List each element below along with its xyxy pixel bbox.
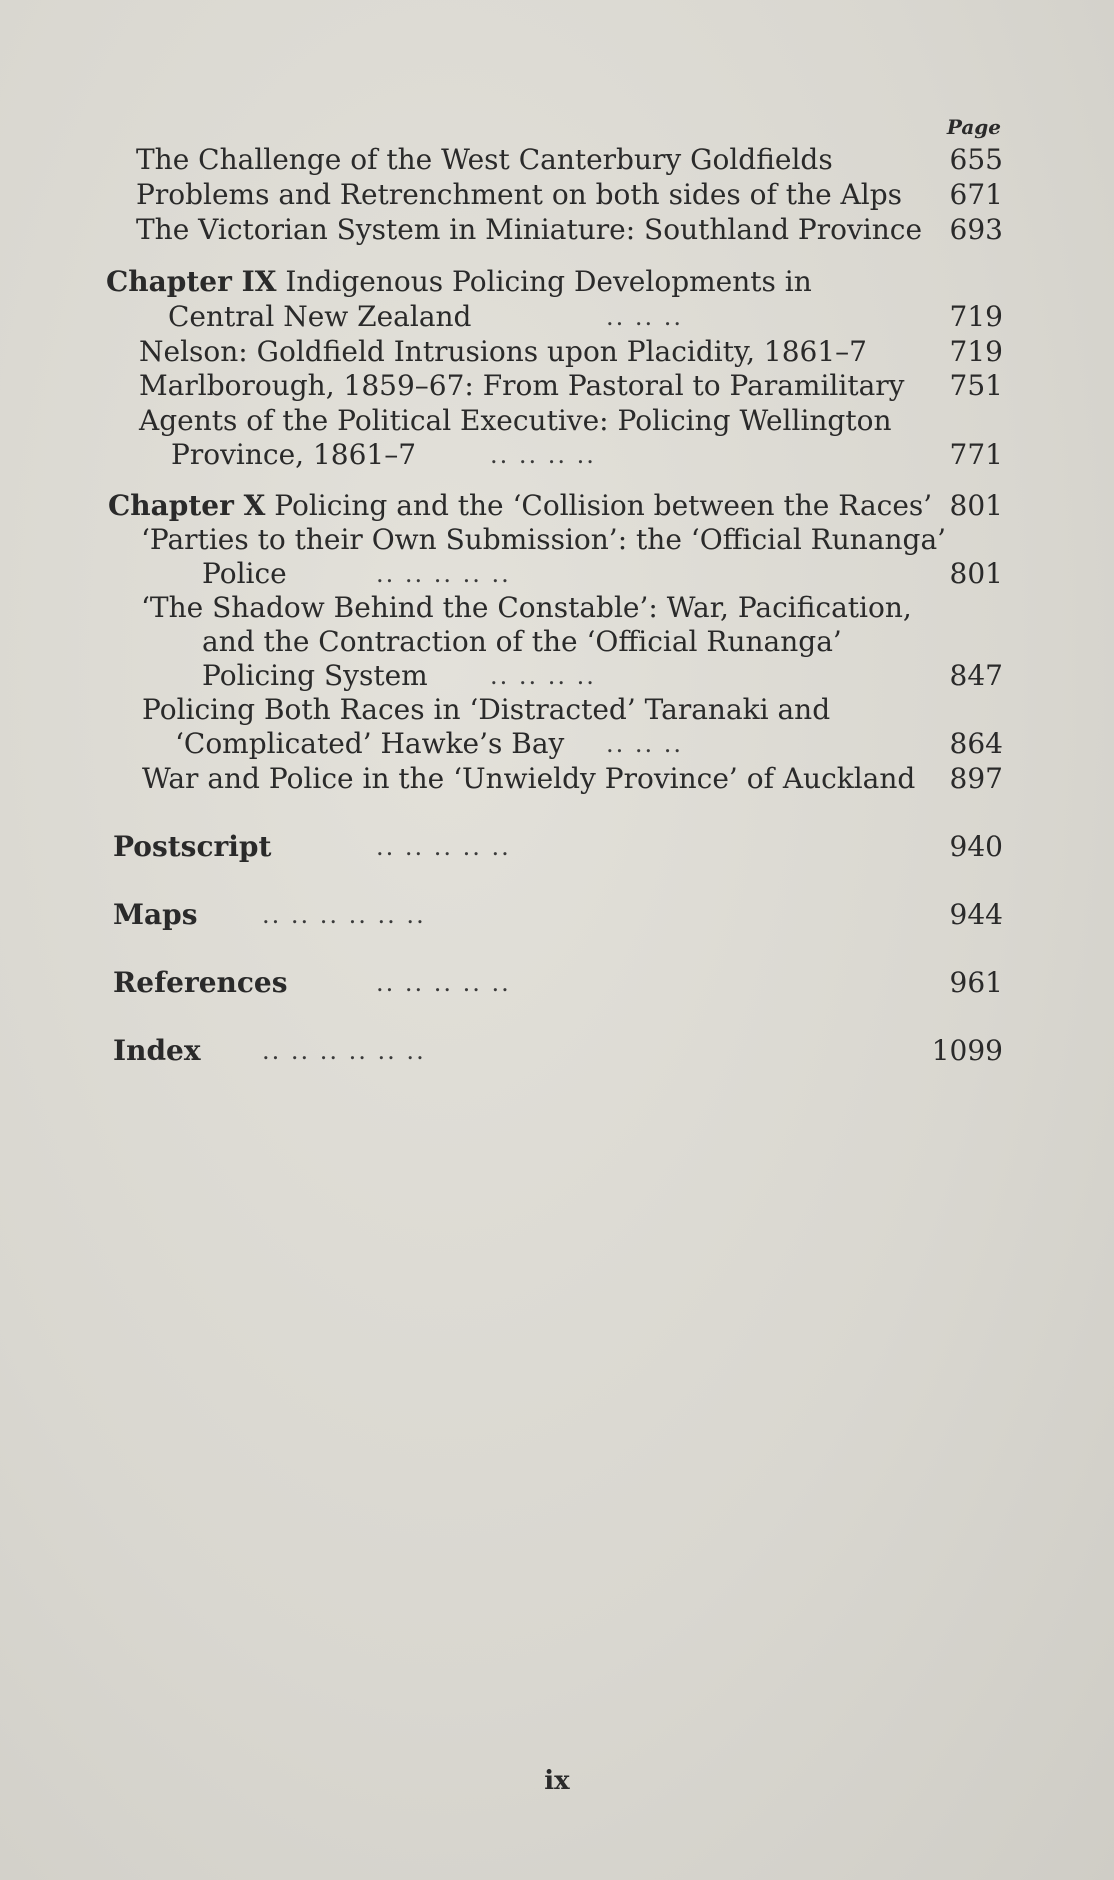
toc-entry-title: The Victorian System in Miniature: Southland Province <box>136 213 923 246</box>
section-title: References <box>113 966 288 999</box>
toc-entry-page: 751 <box>949 369 1003 402</box>
toc-entry-title: Problems and Retrenchment on both sides of the Alps <box>136 178 903 211</box>
toc-entry-title: Nelson: Goldfield Intrusions upon Placidity, 1861–7 <box>139 335 867 368</box>
section-title: Maps <box>113 898 198 931</box>
chapter-label: Chapter IX <box>106 265 277 298</box>
dot-leader: .. .. .. .. <box>490 441 596 469</box>
dot-leader: .. .. .. .. .. <box>376 833 511 861</box>
toc-entry-title: War and Police in the ‘Unwieldy Province’ of Auckland <box>142 762 916 795</box>
toc-entry-page: 961 <box>949 966 1003 999</box>
toc-entry-title: and the Contraction of the ‘Official Runanga’ <box>202 625 842 658</box>
toc-entry-page: 655 <box>949 143 1003 176</box>
chapter-title: Indigenous Policing Developments in <box>285 265 812 298</box>
dot-leader: .. .. .. .. .. .. <box>262 1037 426 1065</box>
page-number: ix <box>544 1766 570 1796</box>
toc-entry-page: 940 <box>949 830 1003 863</box>
toc-entry-page: 864 <box>949 727 1003 760</box>
chapter-title: Policing and the ‘Collision between the Races’ <box>274 489 933 522</box>
toc-entry-page: 719 <box>949 300 1003 333</box>
toc-entry-title: Central New Zealand <box>168 300 472 333</box>
toc-entry-page: 801 <box>949 489 1003 522</box>
toc-entry-page: 801 <box>949 557 1003 590</box>
section-title: Index <box>113 1034 201 1067</box>
toc-entry-title: Agents of the Political Executive: Policing Wellington <box>139 404 892 437</box>
toc-entry-title: Police <box>202 557 287 590</box>
toc-entry-page: 719 <box>949 335 1003 368</box>
toc-entry-title: Province, 1861–7 <box>171 438 417 471</box>
dot-leader: .. .. .. .. .. .. <box>262 901 426 929</box>
toc-entry-page: 693 <box>949 213 1003 246</box>
toc-entry-page: 771 <box>949 438 1003 471</box>
toc-entry-title: The Challenge of the West Canterbury Goldfields <box>136 143 833 176</box>
chapter-label: Chapter X <box>108 489 266 522</box>
toc-entry-page: 671 <box>949 178 1003 211</box>
page-column-header: Page <box>946 115 1001 139</box>
toc-entry-page: 897 <box>949 762 1003 795</box>
dot-leader: .. .. .. .. .. <box>376 969 511 997</box>
toc-entry-title: Marlborough, 1859–67: From Pastoral to Paramilitary <box>139 369 905 402</box>
dot-leader: .. .. .. .. .. <box>376 560 511 588</box>
toc-entry-page: 847 <box>949 659 1003 692</box>
dot-leader: .. .. .. <box>606 303 684 331</box>
toc-entry-title: ‘Complicated’ Hawke’s Bay <box>175 727 565 760</box>
dot-leader: .. .. .. .. <box>490 662 596 690</box>
toc-entry-title: ‘Parties to their Own Submission’: the ‘Official Runanga’ <box>141 523 947 556</box>
toc-entry-title: ‘The Shadow Behind the Constable’: War, Pacification, <box>141 591 912 624</box>
toc-entry-page: 1099 <box>931 1034 1003 1067</box>
toc-entry-title: Policing System <box>202 659 428 692</box>
dot-leader: .. .. .. <box>606 730 684 758</box>
toc-entry-page: 944 <box>949 898 1003 931</box>
section-title: Postscript <box>113 830 272 863</box>
toc-entry-title: Policing Both Races in ‘Distracted’ Taranaki and <box>142 693 831 726</box>
